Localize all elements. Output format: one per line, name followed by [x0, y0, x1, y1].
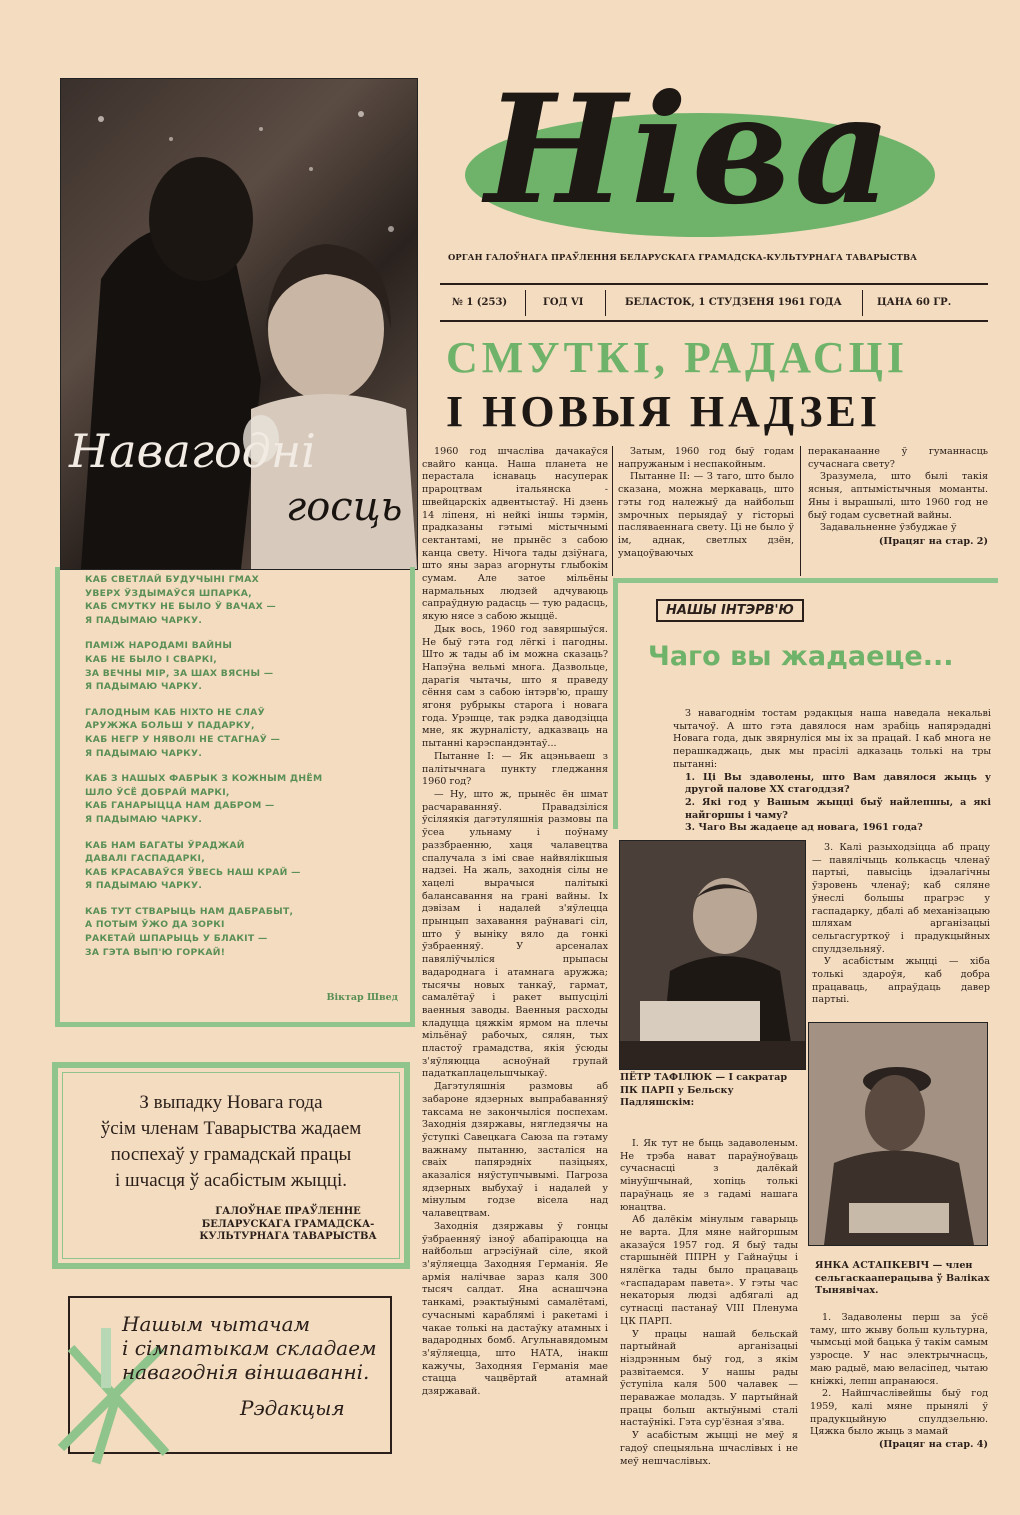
answer-taflyuk — [620, 1138, 798, 1468]
interview-question: 3. Чаго Вы жадаеце ад новага, 1961 года? — [685, 822, 923, 834]
answer-taflyuk-continued — [812, 842, 990, 1007]
poem-stanza — [85, 839, 405, 893]
issue-divider — [525, 290, 526, 316]
masthead — [440, 60, 995, 270]
answer-paragraph: У асабістым жыцці не меў я гадоў спецыяльна шчаслівых і не меў нешчаслівых. — [620, 1430, 798, 1467]
headline-line2: І НОВЫЯ НАДЗЕІ — [446, 387, 881, 436]
readers-text — [122, 1312, 388, 1384]
issue-divider — [862, 290, 863, 316]
poem-text — [85, 573, 405, 961]
greeting-text — [58, 1090, 404, 1194]
interview-title: Чаго вы жадаеце... — [648, 641, 954, 672]
article-column-2 — [618, 446, 794, 560]
poem-line: ДАВАЛІ ГАСПАДАРКІ, — [85, 853, 206, 865]
readers-line: Нашым чытачам — [122, 1312, 311, 1336]
interview-box — [613, 578, 998, 834]
poem-line: КАБ ТУТ СТВАРЫЦЬ НАМ ДАБРАБЫТ, — [85, 905, 294, 917]
caption-astapkevich: ЯНКА АСТАПКЕВІЧ — член сельгаскааперацыва ў Валіках Тынявічах. — [815, 1260, 990, 1297]
continued-note: (Працяг на стар. 2) — [878, 535, 988, 547]
poem-line: КАБ КРАСАВАЎСЯ ЎВЕСЬ НАШ КРАЙ — — [85, 866, 301, 878]
issue-rule-bottom — [440, 320, 988, 322]
greeting-sign-line: КУЛЬТУРНАГА ТАВАРЫСТВА — [199, 1231, 377, 1242]
column-rule — [612, 446, 613, 576]
article-paragraph: Дагэтуляшнія размовы аб забароне ядзерных выпрабаванняў таксама не закончыліся поспехам. Заходнія дзяржавы, нягледзячы на ўступкі Савецкага Саюза па гэтаму важнаму пытанню, засталіся на сваіх папярэдніх пазіцыях, аказаліся няўступчывымі. Пагроза ядзерных выбухаў і надалей у мінулым годзе вісела над чалавецтвам. — [422, 1081, 608, 1220]
greeting-sign-line: ГАЛОЎНАЕ ПРАЎЛЕННЕ — [215, 1206, 361, 1217]
interview-intro-text: З навагоднім тостам рэдакцыя наша наведала некальві чытачоў. А што гэта давялося нам зрабіць напярэдадні Новага года, дык звярнуліся мы іх за працай. І каб многа не перашкаджаць, дык мы прасілі адказаць толькі на тры пытанні: — [673, 708, 991, 770]
interview-question: 2. Які год у Вашым жыцці быў найлепшы, а які найгоршы і чаму? — [685, 796, 991, 821]
answer-paragraph: І. Як тут не быць задаволеным. Не трэба нават параўноўваць сучаснасці з далёкай мінуўшчынай, хопіць толькі параўнаць яе з гадамі нашага юнацтва. — [620, 1138, 798, 1213]
issue-divider — [605, 290, 606, 316]
poem-line: КАБ НЕ БЫЛО І СВАРКІ, — [85, 653, 218, 665]
poem-stanza — [85, 905, 405, 959]
masthead-subtitle: ОРГАН ГАЛОЎНАГА ПРАЎЛЕННЯ БЕЛАРУСКАГА ГРАМАДСКА-КУЛЬТУРНАГА ТАВАРЫСТВА — [448, 252, 918, 262]
readers-signature: Рэдакцыя — [240, 1396, 345, 1420]
poem-line: КАБ СМУТКУ НЕ БЫЛО Ў ВАЧАХ — — [85, 601, 276, 613]
answer-paragraph: 1. Задаволены перш за ўсё таму, што жыву больш культурна, чымсьці мой бацька ў такім самым узросце. У нас электрычнасць, маю радыё, маю веласіпед, чытаю кніжкі, лепш апранаюся. — [810, 1312, 988, 1387]
article-paragraph: Дык вось, 1960 год завяршыўся. Не быў гэта год лёгкі і пагодны. Што ж тады аб ім можна сказаць? Напэўна вельмі многа. Дазвольце, дарагія чытачы, што я праведу сёння сам з сабою інтэрв'ю, прашу ягоня рубрыкы старога і новага года. Урэшце, так рэдка даводзіцца мне, як журналісту, адказваць на пытанні карэспандэнтаў... — [422, 623, 608, 750]
answer-paragraph: 3. Калі разыходзіцца аб працу — павялічыць колькасць членаў партыі, павысіць ідэалагічны ўзровень членаў; каб сяляне ўнеслі большы прагрэс у гаспадарку, дбалі аб механізацыю шляхам арганізацыі сельгасгурткоў і прадукцыйных спулдзельняў. — [812, 842, 990, 955]
poem-line: АРУЖЖА БОЛЬШ У ПАДАРКУ, — [85, 720, 255, 732]
photo-script-line1: Навагодні — [69, 424, 316, 478]
greeting-sign-line: БЕЛАРУСКАГА ГРАМАДСКА- — [201, 1218, 375, 1230]
continued-note: (Працяг на стар. 4) — [878, 1439, 988, 1451]
readers-line: навагоднія віншаванні. — [122, 1360, 370, 1384]
article-column-3 — [808, 446, 988, 549]
greeting-box — [52, 1062, 410, 1269]
poem-line: РАКЕТАЙ ШПАРЫЦЬ У БЛАКІТ — — [85, 933, 268, 945]
article-question: Пытанне ІІ: — З таго, што было сказана, можна меркаваць, што гэты год належыў да найбольш змрочных перыядаў у гісторыі пасляваеннага свету. Ці не было ў ім, аднак, светлых дзён, умацоўваючых — [618, 471, 794, 559]
greeting-line: і шчасця ў асабістым жыцці. — [115, 1170, 347, 1191]
poem-stanza — [85, 639, 405, 693]
article-question: Пытанне І: — Як ацэньваеш з палітычнага пункту гледжання 1960 год? — [422, 750, 608, 788]
answer-astapkevich — [810, 1312, 988, 1452]
interview-question: 1. Ці Вы здаволены, што Вам давялося жыць у другой палове ХХ стагоддзя? — [685, 771, 991, 796]
poem-line: ГАЛОДНЫМ КАБ НІХТО НЕ СЛАЎ — [85, 706, 265, 718]
portrait-astapkevich — [808, 1022, 988, 1246]
issue-number: № 1 (253) — [452, 297, 508, 308]
caption-taflyuk: ПЁТР ТАФІЛЮК — І сакратар ПК ПАРП у Бельску Падляшскім: — [620, 1072, 788, 1109]
poem-line: ЗА ГЭТА ВЫП'Ю ГОРКАЙ! — [85, 946, 226, 958]
poem-stanza — [85, 706, 405, 760]
poem-line: А ПОТЫМ ЎЖО ДА ЗОРКІ — [85, 919, 225, 931]
poem-line: УВЕРХ ЎЗДЫМАЎСЯ ШПАРКА, — [85, 587, 252, 599]
greeting-line: ўсім членам Таварыства жадаем — [100, 1118, 362, 1139]
issue-year: ГОД VI — [543, 297, 584, 308]
article-paragraph: пераканаанне ў гуманнасць сучаснага свету? — [808, 446, 988, 470]
poem-stanza — [85, 772, 405, 826]
column-rule — [800, 446, 801, 576]
issue-price: ЦАНА 60 ГР. — [877, 297, 952, 308]
article-paragraph: Заходнія дзяржавы ў гонцы ўзбраенняў ізноў абапіраюцца на найбольш агрэсіўнай сіле, якой з'яўляецца Заходняя Германія. Яе армія налічвае зараз каля 300 тысяч салдат. Яна аснашчэна танкамі, рэактыўнымі самалётамі, сучаснымі караблямі і ракетамі і чакае толькі на дастаўку атамных і вадародных бомб. Агульнавядомым з'яўляецца, што НАТА, інакш кажучы, Заходняя Германія мае стаццa чацвёртай атамнай дзяржавай. — [422, 1220, 608, 1398]
poem-line: КАБ СВЕТЛАЙ БУДУЧЫНІ ГМАХ — [85, 574, 260, 585]
portrait-astapkevich-figure — [809, 1023, 987, 1245]
article-paragraph: Затым, 1960 год быў годам напружаным і неспакойным. — [618, 446, 794, 470]
greeting-signature — [183, 1206, 393, 1244]
answer-paragraph: У асабістым жыцці — хіба толькі здароўя, каб добра працаваць, апраўдаць давер партыі. — [812, 956, 990, 1006]
poem-line: Я ПАДЫМАЮ ЧАРКУ. — [85, 880, 203, 892]
interview-intro — [673, 708, 991, 835]
poem-line: Я ПАДЫМАЮ ЧАРКУ. — [85, 813, 203, 825]
photo-script-line2: госць — [286, 484, 403, 530]
headline-line1: СМУТКІ, РАДАСЦІ — [446, 333, 908, 382]
poem-line: КАБ ГАНАРЫЦЦА НАМ ДАБРОМ — — [85, 800, 275, 812]
article-paragraph: 1960 год шчасліва дачакаўся свайго канца. Наша планета не перастала існаваць насуперак прароцтвам італьянска - швейцарскіх адвентыстаў. Ні дзень 14 ліпеня, ні нейкі іншы тэрмін, прадказаны гэтымі містычнымі сектантамі, не прынёс з сабою канца свету. Нічога тады дзіўнага, што яны зараз агорнуты глыбокім сумам. Але затое мільёны нармальных людзей адчуваюць сапраўдную радасць — тую радасць, якую нясе з сабою жыццё. — [422, 446, 608, 623]
readers-line: і сімпатыкам складаем — [122, 1336, 377, 1360]
poem-line: Я ПАДЫМАЮ ЧАРКУ. — [85, 747, 203, 759]
portrait-taflyuk-figure — [620, 841, 805, 1069]
poem-line: ПАМІЖ НАРОДАМІ ВАЙНЫ — [85, 640, 233, 652]
poem-line: Я ПАДЫМАЮ ЧАРКУ. — [85, 681, 203, 693]
poem-line: КАБ НАМ БАГАТЫ ЎРАДЖАЙ — [85, 839, 245, 851]
answer-paragraph: 2. Найшчаслівейшы быў год 1959, калі мяне прынялі ў прадукцыйную спулдзельню. Цяжка было жыць з мамай — [810, 1388, 988, 1438]
poem-author: Віктар Швед — [326, 992, 398, 1003]
issue-rule-top — [440, 283, 988, 285]
greeting-line: поспехаў у грамадскай працы — [110, 1144, 352, 1165]
poem-line: КАБ НЕГР У НЯВОЛІ НЕ СТАГНАЎ — — [85, 733, 281, 745]
article-paragraph: Зразумела, што былі такія ясныя, аптымістычныя моманты. Яны і вырашылі, што 1960 год не быў годам сусветнай вайны. — [808, 471, 988, 521]
portrait-taflyuk — [619, 840, 806, 1070]
article-column-1 — [422, 446, 608, 1399]
poem-stanza — [85, 573, 405, 627]
masthead-title: Ніва — [485, 62, 896, 238]
poem-line: КАБ З НАШЫХ ФАБРЫК З КОЖНЫМ ДНЁМ — [85, 773, 323, 785]
new-year-guest-photo — [60, 78, 418, 570]
readers-box — [68, 1296, 392, 1454]
poem-line: ШЛО ЎСЁ ДОБРАЙ МАРКІ, — [85, 786, 230, 798]
poem-line: ЗА ВЕЧНЫ МІР, ЗА ШАХ ВЯСНЫ — — [85, 667, 274, 679]
issue-place-date: БЕЛАСТОК, 1 СТУДЗЕНЯ 1961 ГОДА — [625, 297, 842, 308]
article-paragraph: Задавальненне ўзбуджае ў — [820, 522, 957, 534]
article-paragraph: — Ну, што ж, прынёс ён шмат расчараванняў. Правадзіліся ўсіляякія дагэтуляшнія размовы па ўсеа ульнаму і поўнаму раззбраенню, хаця чалавецтва спалучала з імі свае найвялікшыя надзеі. На жаль, заходнія сілы не хацелі вырачыся палітыкі балансавання на грані вайны. Іх дэвізам і надалей з'яўлецца прынцып захавання раўнавагі сіл, што ў выніку вяло да гонкі ўзбраенняў. У арсеналах павяліўчыліся прыпасы вадароднага і атамнага аружжа; тысячы новых танкаў, гармат, самалётаў і ракет выпусцілі ваенныя заводы. Ваенныя расходы кладуцца цяжкім ярмом на плечы мільёнаў рабочых, сялян, тых пластоў грамадства, якія ўсюды з'яўляюцца асноўнай групай падаткаплацельшчыкаў. — [422, 788, 608, 1080]
answer-paragraph: Аб далёкім мінулым гаварыць не варта. Для мяне найгоршым аказаўся 1957 год. Я быў тады старшынёй ППРН у Гайнаўцы і нялёгка тады было працаваць «гаспадарам павета». У гэты час некаторыя людзі адбягалі ад сутнасці пастанаў VIII Пленума ЦК ПАРП. — [620, 1214, 798, 1327]
interview-label: НАШЫ ІНТЭРВ'Ю — [656, 599, 804, 622]
poem-line: Я ПАДЫМАЮ ЧАРКУ. — [85, 614, 203, 626]
poem-box — [55, 567, 415, 1027]
greeting-line: З выпадку Новага года — [139, 1092, 323, 1113]
answer-paragraph: У працы нашай бельскай партыйнай арганізацыі ніздрэнным быў год, з якім развітаемся. У нашы рады ўступіла каля 500 чалавек — пераважае моладзь. У партыйнай працы больш актыўнымі сталі настаўнікі. Гэта сур'ёзная з'ява. — [620, 1328, 798, 1429]
